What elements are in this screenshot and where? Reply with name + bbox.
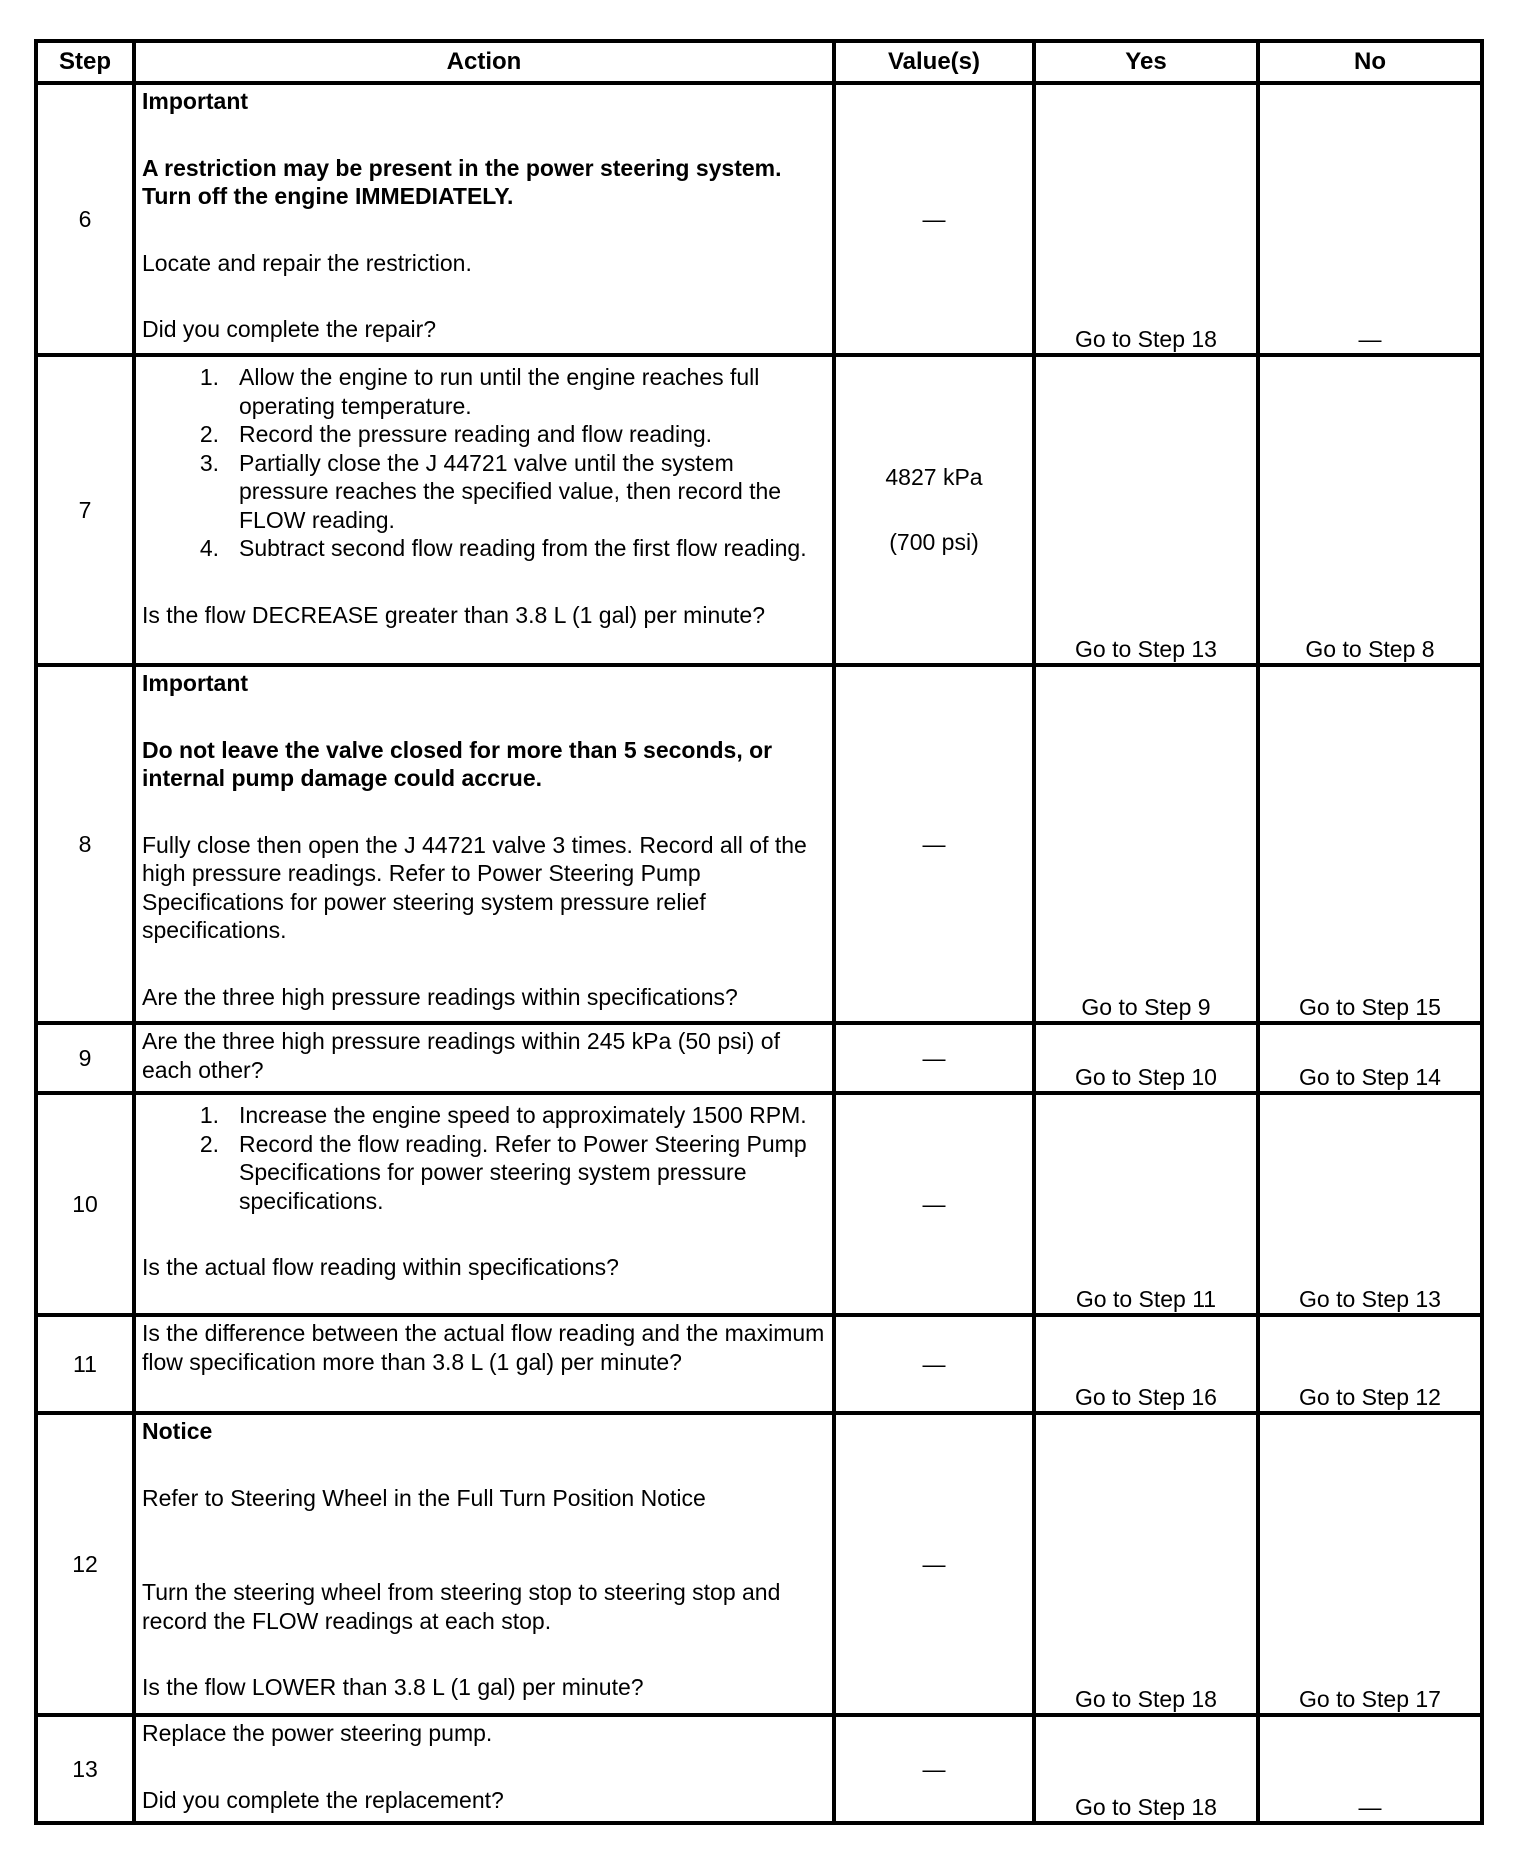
no-result: — [1258,1715,1482,1823]
action-cell [134,355,834,665]
question-text: Are the three high pressure readings within specifications? [142,983,738,1010]
procedure-list [142,1101,826,1215]
list-item: 3. Partially close the J 44721 valve until the system pressure reaches the specified value, then record the FLOW reading. [199,449,782,533]
action-cell [134,665,834,1023]
value-kpa: 4827 kPa [885,464,983,490]
action-cell [134,1023,834,1093]
header-values: Value(s) [834,41,1034,83]
notice-text: Refer to Steering Wheel in the Full Turn Position Notice [142,1484,706,1511]
instruction-text: Locate and repair the restriction. [142,249,472,276]
yes-result: Go to Step 18 [1034,83,1258,355]
value-cell: — [834,665,1034,1023]
question-text: Are the three high pressure readings within 245 kPa (50 psi) of each other? [142,1028,780,1083]
value-cell: — [834,1093,1034,1315]
table-row [36,1413,1482,1715]
step-number: 12 [36,1413,134,1715]
table-row [36,1715,1482,1823]
table-row [36,83,1482,355]
action-cell [134,83,834,355]
header-row [36,41,1482,83]
value-cell: — [834,1315,1034,1413]
step-number: 11 [36,1315,134,1413]
no-result: Go to Step 12 [1258,1315,1482,1413]
step-number: 7 [36,355,134,665]
no-result: — [1258,83,1482,355]
action-cell [134,1093,834,1315]
warning-text: Do not leave the valve closed for more than 5 seconds, or internal pump damage could accrue. [142,736,773,791]
list-item: 2. Record the pressure reading and flow reading. [199,421,713,447]
yes-result: Go to Step 9 [1034,665,1258,1023]
action-cell [134,1715,834,1823]
table-row [36,1023,1482,1093]
step-number: 10 [36,1093,134,1315]
important-label: Important [142,88,249,114]
step-number: 6 [36,83,134,355]
instruction-text: Replace the power steering pump. [142,1720,493,1746]
notice-label: Notice [142,1418,213,1444]
yes-result: Go to Step 18 [1034,1715,1258,1823]
header-yes: Yes [1034,41,1258,83]
no-result: Go to Step 13 [1258,1093,1482,1315]
table-row [36,1093,1482,1315]
no-result: Go to Step 8 [1258,355,1482,665]
yes-result: Go to Step 10 [1034,1023,1258,1093]
question-text: Is the actual flow reading within specifications? [142,1254,619,1280]
question-text: Did you complete the repair? [142,316,437,342]
yes-result: Go to Step 16 [1034,1315,1258,1413]
yes-result: Go to Step 11 [1034,1093,1258,1315]
list-item: 2. Record the flow reading. Refer to Power Steering Pump Specifications for power steering system pressure specifications. [199,1130,807,1214]
no-result: Go to Step 14 [1258,1023,1482,1093]
table-row [36,355,1482,665]
yes-result: Go to Step 18 [1034,1413,1258,1715]
value-cell: — [834,1715,1034,1823]
question-text: Is the flow DECREASE greater than 3.8 L (1 gal) per minute? [142,601,766,628]
question-text: Is the difference between the actual flow reading and the maximum flow specification more than 3.8 L (1 gal) per minute? [142,1320,825,1375]
table-row [36,665,1482,1023]
instruction-text: Fully close then open the J 44721 valve 3 times. Record all of the high pressure readings. Refer to Power Steering Pump Specifications for power steering system pressure relief specifications. [142,831,807,943]
step-number: 8 [36,665,134,1023]
header-step: Step [36,41,134,83]
diagnostic-table [34,39,1484,1825]
no-result: Go to Step 17 [1258,1413,1482,1715]
procedure-list [142,363,826,563]
table-row [36,1315,1482,1413]
question-text: Did you complete the replacement? [142,1786,504,1813]
value-cell: — [834,1413,1034,1715]
action-cell [134,1315,834,1413]
instruction-text: Turn the steering wheel from steering stop to steering stop and record the FLOW readings at each stop. [142,1579,781,1634]
step-number: 13 [36,1715,134,1823]
value-psi: (700 psi) [889,529,979,555]
list-item: 1. Increase the engine speed to approximately 1500 RPM. [199,1102,807,1128]
header-no: No [1258,41,1482,83]
value-cell [834,355,1034,665]
header-action: Action [134,41,834,83]
action-cell [134,1413,834,1715]
list-item: 1. Allow the engine to run until the engine reaches full operating temperature. [199,364,760,419]
value-cell: — [834,83,1034,355]
warning-text: A restriction may be present in the power steering system. Turn off the engine IMMEDIATELY. [142,154,782,209]
value-cell: — [834,1023,1034,1093]
important-label: Important [142,670,249,696]
step-number: 9 [36,1023,134,1093]
yes-result: Go to Step 13 [1034,355,1258,665]
no-result: Go to Step 15 [1258,665,1482,1023]
list-item: 4. Subtract second flow reading from the first flow reading. [199,535,807,561]
question-text: Is the flow LOWER than 3.8 L (1 gal) per minute? [142,1674,644,1700]
